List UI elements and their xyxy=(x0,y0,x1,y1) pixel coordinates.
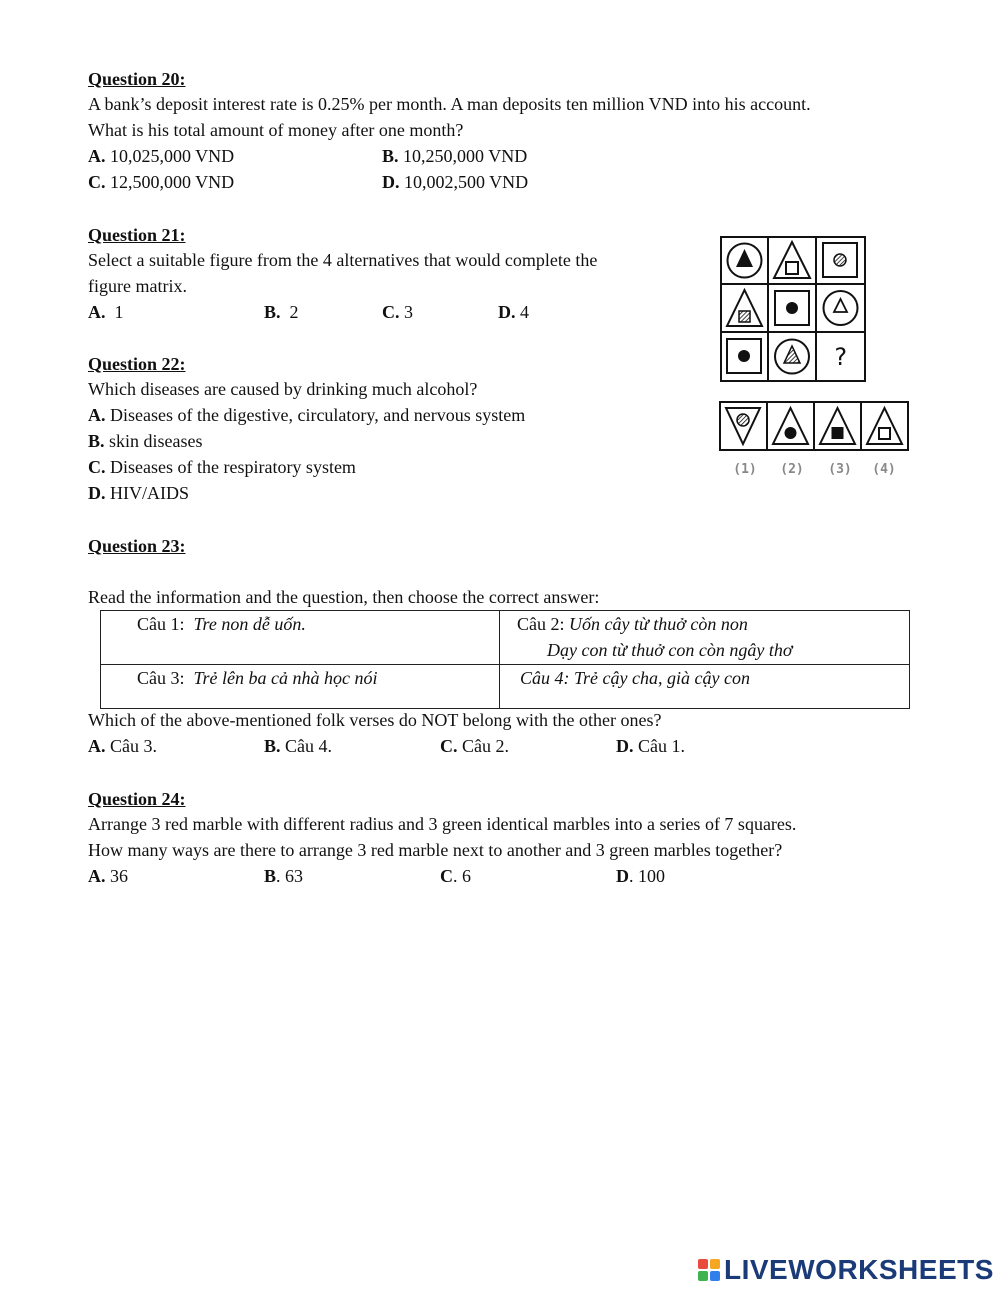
q21-option-a-letter: A. xyxy=(88,302,106,322)
verse1-text: Tre non dễ uốn. xyxy=(193,614,306,634)
alternative-2-label: (2) xyxy=(780,462,804,477)
q22-option-b-text: skin diseases xyxy=(109,431,203,451)
q23-option-b[interactable] xyxy=(264,733,332,759)
q20-option-c[interactable] xyxy=(88,169,234,195)
q23-option-a-letter: A. xyxy=(88,736,106,756)
q21-option-a-text: 1 xyxy=(114,302,124,322)
q21-option-a[interactable] xyxy=(88,299,124,325)
q21-option-c-letter: C. xyxy=(382,302,400,322)
logo-square-blue xyxy=(710,1271,720,1281)
verse-table xyxy=(100,610,910,709)
q23-option-c-letter: C. xyxy=(440,736,458,756)
q24-option-a-text: 36 xyxy=(110,866,128,886)
q22-option-a-letter: A. xyxy=(88,405,106,425)
q21-option-d-letter: D. xyxy=(498,302,516,322)
q23-option-d[interactable] xyxy=(616,733,685,759)
verse4-text: Câu 4: Trẻ cậy cha, già cậy con xyxy=(520,668,750,688)
q21-option-b[interactable] xyxy=(264,299,299,325)
q24-option-a[interactable] xyxy=(88,863,128,889)
q23-intro: Read the information and the question, then choose the correct answer: xyxy=(88,587,600,607)
logo-square-orange xyxy=(710,1259,720,1269)
q21-title: Question 21: xyxy=(88,225,186,245)
q24-option-d[interactable] xyxy=(616,863,665,889)
verse-cell-4 xyxy=(500,665,910,709)
q22-option-c-letter: C. xyxy=(88,457,106,477)
logo-square-red xyxy=(698,1259,708,1269)
q20-option-a-letter: A. xyxy=(88,146,106,166)
q24-title: Question 24: xyxy=(88,789,186,809)
logo-square-green xyxy=(698,1271,708,1281)
verse2-line2: Dạy con từ thuở con còn ngây thơ xyxy=(547,640,793,660)
q20-option-b[interactable] xyxy=(382,143,527,169)
q22-option-a-text: Diseases of the digestive, circulatory, and nervous system xyxy=(110,405,526,425)
q22-option-c[interactable] xyxy=(88,454,356,480)
q20-option-b-text: 10,250,000 VND xyxy=(403,146,528,166)
q23-option-c[interactable] xyxy=(440,733,509,759)
q20-option-d[interactable] xyxy=(382,169,528,195)
alternative-1-label: (1) xyxy=(733,462,757,477)
q20-option-a[interactable] xyxy=(88,143,234,169)
q20-option-b-letter: B. xyxy=(382,146,399,166)
q21-text-line1: Select a suitable figure from the 4 alternatives that would complete the xyxy=(88,250,598,270)
q20-text-line2: What is his total amount of money after one month? xyxy=(88,120,464,140)
q23-option-a[interactable] xyxy=(88,733,157,759)
q24-option-d-letter: D xyxy=(616,866,629,886)
q24-option-b[interactable] xyxy=(264,863,303,889)
alternative-3-label: (3) xyxy=(828,462,852,477)
q24-option-b-text: . 63 xyxy=(276,866,304,886)
q24-option-d-text: . 100 xyxy=(629,866,665,886)
verse1-label: Câu 1: xyxy=(137,614,185,634)
logo-text: LIVEWORKSHEETS xyxy=(724,1254,994,1285)
verse-cell-3 xyxy=(101,665,500,709)
alternative-4-label: (4) xyxy=(872,462,896,477)
q20-option-a-text: 10,025,000 VND xyxy=(110,146,235,166)
verse3-text: Trẻ lên ba cả nhà học nói xyxy=(193,668,378,688)
figure-alternatives xyxy=(719,400,911,480)
q20-title: Question 20: xyxy=(88,69,186,89)
q21-option-d[interactable] xyxy=(498,299,529,325)
q24-option-b-letter: B xyxy=(264,866,277,886)
verse2-label: Câu 2: xyxy=(517,614,565,634)
q20-option-c-letter: C. xyxy=(88,172,106,192)
verse2-line1: Uốn cây từ thuở còn non xyxy=(569,614,748,634)
verse-cell-2 xyxy=(500,611,910,665)
liveworksheets-logo xyxy=(698,1250,994,1290)
q24-text-line1: Arrange 3 red marble with different radius and 3 green identical marbles into a series of 7 squares. xyxy=(88,814,797,834)
q24-option-c-letter: C xyxy=(440,866,453,886)
q22-option-b-letter: B. xyxy=(88,431,105,451)
q24-text-line2: How many ways are there to arrange 3 red marble next to another and 3 green marbles together? xyxy=(88,840,783,860)
logo-mark-icon xyxy=(698,1259,720,1281)
q24-option-c-text: . 6 xyxy=(453,866,471,886)
q23-option-b-letter: B. xyxy=(264,736,281,756)
q24-option-a-letter: A. xyxy=(88,866,106,886)
q22-option-d-letter: D. xyxy=(88,483,106,503)
q24-option-c[interactable] xyxy=(440,863,471,889)
q23-option-d-text: Câu 1. xyxy=(638,736,685,756)
q20-text-line1: A bank’s deposit interest rate is 0.25% per month. A man deposits ten million VND into his account. xyxy=(88,94,811,114)
q20-option-d-text: 10,002,500 VND xyxy=(404,172,529,192)
q22-option-b[interactable] xyxy=(88,428,203,454)
figure-matrix xyxy=(720,236,866,382)
matrix-missing-mark: ? xyxy=(833,343,848,371)
q22-title: Question 22: xyxy=(88,354,186,374)
q21-option-d-text: 4 xyxy=(520,302,529,322)
q20-option-d-letter: D. xyxy=(382,172,400,192)
q23-title: Question 23: xyxy=(88,536,186,556)
q20-option-c-text: 12,500,000 VND xyxy=(110,172,235,192)
q22-option-c-text: Diseases of the respiratory system xyxy=(110,457,356,477)
q23-option-c-text: Câu 2. xyxy=(462,736,509,756)
verse-cell-1 xyxy=(101,611,500,665)
verse3-label: Câu 3: xyxy=(137,668,185,688)
q21-option-b-text: 2 xyxy=(289,302,299,322)
q22-option-d[interactable] xyxy=(88,480,189,506)
q23-option-a-text: Câu 3. xyxy=(110,736,157,756)
q22-question: Which diseases are caused by drinking much alcohol? xyxy=(88,379,478,399)
q23-option-d-letter: D. xyxy=(616,736,634,756)
q21-option-c[interactable] xyxy=(382,299,413,325)
q23-option-b-text: Câu 4. xyxy=(285,736,333,756)
q22-option-a[interactable] xyxy=(88,402,525,428)
q21-text-line2: figure matrix. xyxy=(88,276,187,296)
q23-question: Which of the above-mentioned folk verses do NOT belong with the other ones? xyxy=(88,710,662,730)
q21-option-c-text: 3 xyxy=(404,302,413,322)
q22-option-d-text: HIV/AIDS xyxy=(110,483,189,503)
q21-option-b-letter: B. xyxy=(264,302,281,322)
